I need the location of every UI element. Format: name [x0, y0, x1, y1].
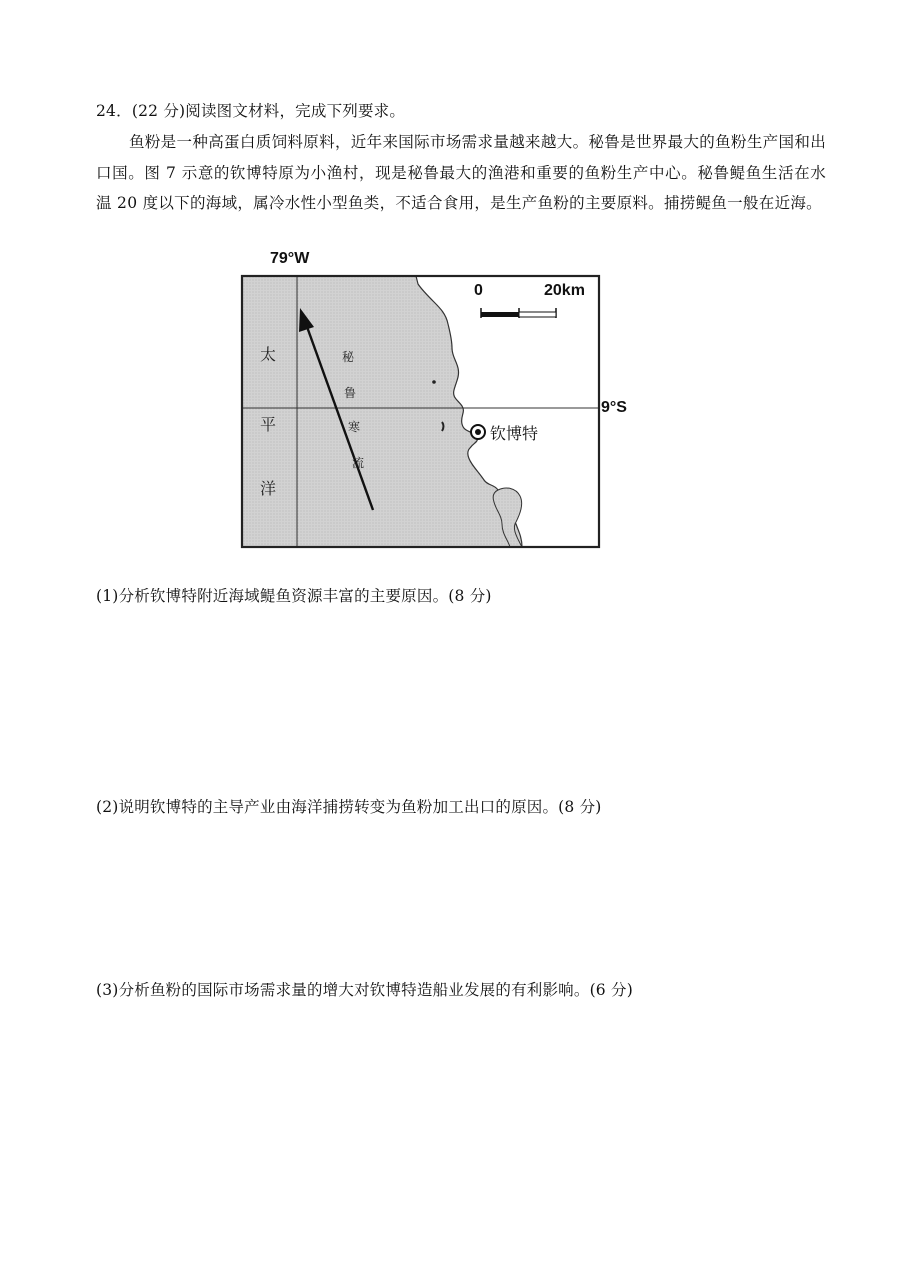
scale-start-label: 0: [474, 282, 483, 299]
ocean-label-char-1: 太: [260, 345, 277, 364]
sub-question-1-text: 分析钦博特附近海域鳀鱼资源丰富的主要原因。(8 分): [118, 587, 492, 605]
ocean-label-char-3: 洋: [260, 479, 277, 498]
current-label-char-2: 鲁: [344, 386, 357, 400]
sub-question-3-label: (3): [96, 981, 119, 999]
sub-question-2-text: 说明钦博特的主导产业由海洋捕捞转变为鱼粉加工出口的原因。(8 分): [118, 798, 602, 816]
sub-question-2: [96, 797, 602, 817]
current-label-char-4: 流: [352, 456, 365, 470]
current-label-char-3: 寒: [348, 420, 361, 434]
longitude-label: 79°W: [270, 250, 310, 267]
sub-question-1-label: (1): [96, 587, 119, 605]
current-label-char-1: 秘: [342, 350, 355, 364]
material-paragraph: 鱼粉是一种高蛋白质饲料原料，近年来国际市场需求量越来越大。秘鲁是世界最大的鱼粉生产国和出口国。图 7 示意的钦博特原为小渔村，现是秘鲁最大的渔港和重要的鱼粉生产中心。秘鲁鳀鱼生活在水温 20 度以下的海域，属冷水性小型鱼类，不适合食用，是生产鱼粉的主要原料。捕捞鳀鱼一般在近海。: [96, 133, 826, 212]
latitude-label: 9°S: [601, 399, 627, 416]
figure-map: [240, 252, 640, 552]
question-header: 24．(22 分)阅读图文材料，完成下列要求。: [96, 102, 406, 120]
sub-question-3-text: 分析鱼粉的国际市场需求量的增大对钦博特造船业发展的有利影响。(6 分): [118, 981, 633, 999]
scale-end-label: 20km: [544, 282, 585, 299]
ocean-label-char-2: 平: [260, 415, 277, 434]
city-label: 钦博特: [490, 424, 539, 443]
sub-question-2-label: (2): [96, 798, 119, 816]
sub-question-1: [96, 586, 492, 606]
sub-question-3: [96, 980, 633, 1000]
